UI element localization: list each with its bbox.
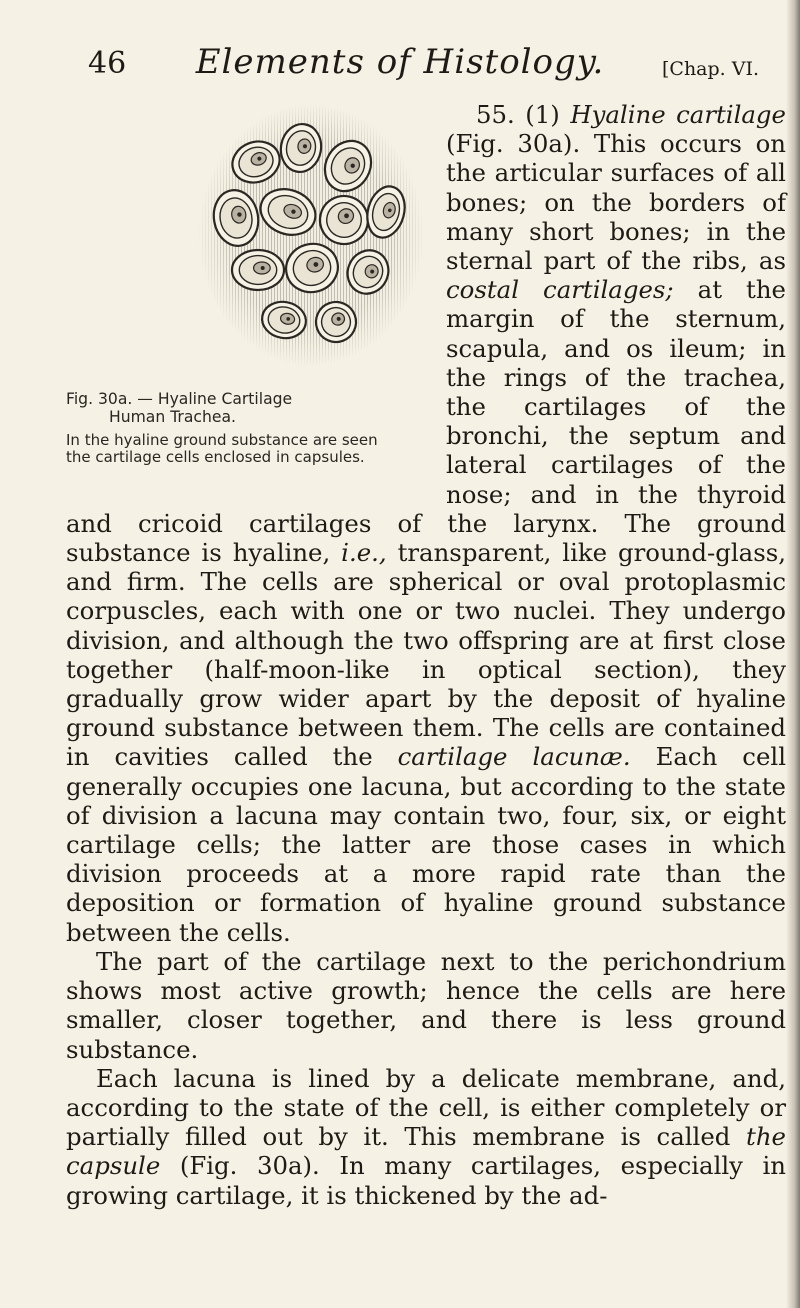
- body-text: [66, 100, 786, 1210]
- text-run: The part of the cartilage next to the perichondrium shows most active growth; hence the cells are here smaller, closer together, and there is less ground substance.: [66, 946, 786, 1064]
- paragraph-2: [66, 947, 786, 1064]
- figure-caption-subtitle: Human Trachea.: [109, 407, 236, 426]
- figure-caption-title: Fig. 30a. — Hyaline Cartilage: [66, 390, 293, 408]
- text-run: 55. (1): [476, 100, 571, 129]
- page-edge-shadow: [786, 0, 800, 1308]
- italic-term: the capsule: [66, 1122, 786, 1181]
- cartilage-cell: [232, 250, 284, 290]
- italic-term: costal cartilages;: [446, 275, 674, 305]
- text-run: Each cell generally occupies one lacuna, but according to the state of division a lacuna may contain two, four, six, or eight cartilage cells; the latter are those cases in which division proceeds at a more rapid rate than the deposition or formation of hyaline ground substance between the cells.: [66, 742, 786, 947]
- figure-30a: [66, 100, 446, 500]
- text-run: (Fig. 30a). This occurs on the articular surfaces of all bones; on the borders of many short bones; in the sternal part of the ribs, as: [446, 129, 786, 276]
- italic-term: cartilage lacunæ.: [397, 742, 631, 772]
- chapter-label: [Chap. VI.: [662, 58, 760, 80]
- text-run: at the margin of the sternum, scapula, and os ileum; in the rings of the trachea, the cartilages of the bronchi, the septum and lateral cartilages of the nose; and in the thyroid and cricoid cartilages of the larynx. The ground substance is hyaline,: [66, 275, 786, 568]
- text-run: transparent, like ground-glass, and firm. The cells are spherical or oval protoplasmic corpuscles, each with one or two nuclei. They undergo division, and although the two offspring are at first close together (half-moon-like in optical section), they gradually grow wider apart by the deposit of hyaline ground substance between them. The cells are contained in cavities called the: [66, 538, 786, 772]
- italic-term: Hyaline cartilage: [570, 100, 786, 129]
- figure-caption-note: In the hyaline ground substance are seen the cartilage cells enclosed in capsules.: [66, 431, 378, 466]
- running-title: Elements of Histology.: [195, 42, 605, 82]
- running-header: [0, 0, 800, 100]
- figure-caption: [66, 391, 406, 466]
- text-run: (Fig. 30a). In many cartilages, especially in growing cartilage, it is thickened by the ad-: [66, 1151, 786, 1210]
- hyaline-cartilage-illustration: [196, 100, 426, 370]
- italic-term: i.e.,: [341, 538, 387, 568]
- text-run: Each lacuna is lined by a delicate membrane, and, according to the state of the cell, is either completely or partially filled out by it. This membrane is called: [66, 1063, 786, 1152]
- page-number: 46: [88, 46, 127, 81]
- paragraph-3: [66, 1064, 786, 1210]
